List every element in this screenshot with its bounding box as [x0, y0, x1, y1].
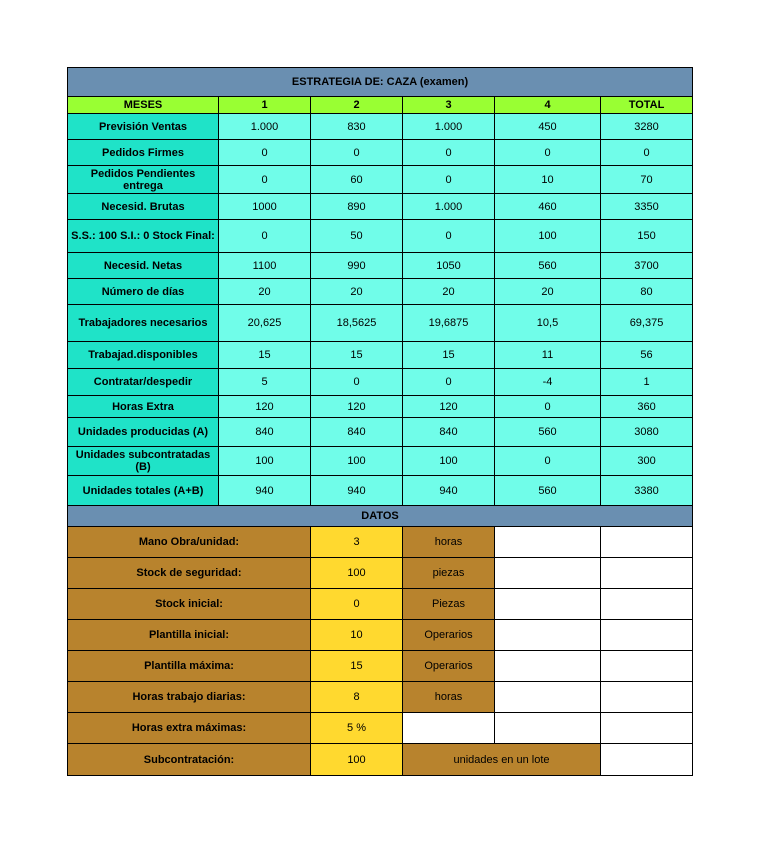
- row-value-4: 0: [495, 396, 601, 418]
- row-label: Número de días: [68, 279, 219, 305]
- blank-cell: [601, 527, 693, 558]
- row-value-5: 360: [601, 396, 693, 418]
- datos-value: 0: [311, 589, 403, 620]
- blank-cell: [495, 589, 601, 620]
- datos-unit: piezas: [403, 558, 495, 589]
- datos-unit: Piezas: [403, 589, 495, 620]
- blank-cell: [403, 713, 495, 744]
- row-value-2: 50: [311, 220, 403, 253]
- row-value-4: 20: [495, 279, 601, 305]
- row-value-5: 300: [601, 447, 693, 476]
- row-value-5: 150: [601, 220, 693, 253]
- row-value-1: 1100: [219, 253, 311, 279]
- datos-rows: [68, 527, 693, 776]
- datos-row: [68, 620, 693, 651]
- row-label: Pedidos Pendientes entrega: [68, 166, 219, 194]
- row-value-5: 3380: [601, 476, 693, 506]
- row-value-2: 60: [311, 166, 403, 194]
- table-row: [68, 447, 693, 476]
- blank-cell: [601, 713, 693, 744]
- row-value-4: 560: [495, 418, 601, 447]
- row-value-1: 0: [219, 166, 311, 194]
- row-value-4: 560: [495, 476, 601, 506]
- datos-row: [68, 558, 693, 589]
- row-value-4: 560: [495, 253, 601, 279]
- table-row: [68, 279, 693, 305]
- row-value-4: 460: [495, 194, 601, 220]
- row-label: Trabajad.disponibles: [68, 342, 219, 369]
- row-value-2: 940: [311, 476, 403, 506]
- row-value-4: 100: [495, 220, 601, 253]
- blank-cell: [601, 620, 693, 651]
- row-label: Contratar/despedir: [68, 369, 219, 396]
- blank-cell: [495, 682, 601, 713]
- datos-value: 15: [311, 651, 403, 682]
- row-value-2: 18,5625: [311, 305, 403, 342]
- header-row: [68, 97, 693, 114]
- row-label: Necesid. Netas: [68, 253, 219, 279]
- row-value-5: 3350: [601, 194, 693, 220]
- row-label: Previsión Ventas: [68, 114, 219, 140]
- row-value-4: 11: [495, 342, 601, 369]
- row-value-4: 0: [495, 140, 601, 166]
- row-value-4: 10,5: [495, 305, 601, 342]
- datos-row: [68, 527, 693, 558]
- row-value-1: 1000: [219, 194, 311, 220]
- blank-cell: [495, 713, 601, 744]
- row-value-2: 100: [311, 447, 403, 476]
- row-label: Unidades producidas (A): [68, 418, 219, 447]
- row-value-3: 0: [403, 220, 495, 253]
- table-row: [68, 140, 693, 166]
- datos-label: Mano Obra/unidad:: [68, 527, 311, 558]
- blank-cell: [601, 651, 693, 682]
- row-value-3: 1050: [403, 253, 495, 279]
- datos-value: 8: [311, 682, 403, 713]
- header-month-4: 4: [495, 97, 601, 114]
- table-row: [68, 369, 693, 396]
- row-value-2: 840: [311, 418, 403, 447]
- row-label: Trabajadores necesarios: [68, 305, 219, 342]
- row-value-3: 940: [403, 476, 495, 506]
- row-label: Pedidos Firmes: [68, 140, 219, 166]
- row-value-5: 3700: [601, 253, 693, 279]
- blank-cell: [495, 651, 601, 682]
- row-value-2: 0: [311, 369, 403, 396]
- table-row: [68, 220, 693, 253]
- blank-cell: [495, 620, 601, 651]
- row-label: Unidades totales (A+B): [68, 476, 219, 506]
- datos-value: 5 %: [311, 713, 403, 744]
- row-label: Unidades subcontratadas (B): [68, 447, 219, 476]
- row-value-3: 840: [403, 418, 495, 447]
- table-row: [68, 253, 693, 279]
- row-value-2: 20: [311, 279, 403, 305]
- row-value-5: 3080: [601, 418, 693, 447]
- row-label: Horas Extra: [68, 396, 219, 418]
- datos-row: [68, 682, 693, 713]
- blank-cell: [495, 558, 601, 589]
- row-value-3: 120: [403, 396, 495, 418]
- datos-row: [68, 713, 693, 744]
- row-value-1: 840: [219, 418, 311, 447]
- row-label: S.S.: 100 S.I.: 0 Stock Final:: [68, 220, 219, 253]
- row-value-1: 940: [219, 476, 311, 506]
- row-value-4: -4: [495, 369, 601, 396]
- table-row: [68, 342, 693, 369]
- row-value-2: 120: [311, 396, 403, 418]
- datos-label: Stock de seguridad:: [68, 558, 311, 589]
- row-value-2: 15: [311, 342, 403, 369]
- blank-cell: [601, 558, 693, 589]
- datos-label: Subcontratación:: [68, 744, 311, 776]
- row-value-2: 0: [311, 140, 403, 166]
- row-value-1: 20: [219, 279, 311, 305]
- datos-unit: Operarios: [403, 620, 495, 651]
- datos-row: [68, 744, 693, 776]
- blank-cell: [601, 744, 693, 776]
- row-value-3: 100: [403, 447, 495, 476]
- datos-value: 100: [311, 744, 403, 776]
- main-rows: [68, 114, 693, 506]
- strategy-sheet: [67, 67, 692, 776]
- blank-cell: [495, 527, 601, 558]
- row-value-5: 0: [601, 140, 693, 166]
- row-value-3: 0: [403, 140, 495, 166]
- row-value-5: 1: [601, 369, 693, 396]
- row-value-5: 56: [601, 342, 693, 369]
- row-value-1: 0: [219, 140, 311, 166]
- datos-unit: horas: [403, 682, 495, 713]
- table-row: [68, 396, 693, 418]
- row-label: Necesid. Brutas: [68, 194, 219, 220]
- table-row: [68, 476, 693, 506]
- row-value-1: 15: [219, 342, 311, 369]
- header-month-1: 1: [219, 97, 311, 114]
- datos-unit: Operarios: [403, 651, 495, 682]
- header-month-3: 3: [403, 97, 495, 114]
- table-row: [68, 166, 693, 194]
- row-value-1: 0: [219, 220, 311, 253]
- datos-label: Horas extra máximas:: [68, 713, 311, 744]
- table-row: [68, 305, 693, 342]
- table-row: [68, 194, 693, 220]
- datos-row: [68, 651, 693, 682]
- row-value-3: 0: [403, 166, 495, 194]
- row-value-5: 69,375: [601, 305, 693, 342]
- header-months: MESES: [68, 97, 219, 114]
- datos-unit: unidades en un lote: [403, 744, 601, 776]
- datos-label: Stock inicial:: [68, 589, 311, 620]
- row-value-4: 10: [495, 166, 601, 194]
- row-value-5: 70: [601, 166, 693, 194]
- row-value-5: 3280: [601, 114, 693, 140]
- datos-label: Plantilla inicial:: [68, 620, 311, 651]
- header-month-2: 2: [311, 97, 403, 114]
- row-value-3: 19,6875: [403, 305, 495, 342]
- row-value-1: 5: [219, 369, 311, 396]
- datos-value: 3: [311, 527, 403, 558]
- row-value-2: 990: [311, 253, 403, 279]
- datos-title: DATOS: [68, 506, 693, 527]
- row-value-1: 100: [219, 447, 311, 476]
- row-value-1: 20,625: [219, 305, 311, 342]
- row-value-1: 1.000: [219, 114, 311, 140]
- row-value-2: 890: [311, 194, 403, 220]
- row-value-5: 80: [601, 279, 693, 305]
- header-total: TOTAL: [601, 97, 693, 114]
- datos-unit: horas: [403, 527, 495, 558]
- datos-label: Plantilla máxima:: [68, 651, 311, 682]
- blank-cell: [601, 589, 693, 620]
- row-value-2: 830: [311, 114, 403, 140]
- table-row: [68, 418, 693, 447]
- table-title: ESTRATEGIA DE: CAZA (examen): [68, 68, 693, 97]
- datos-row: [68, 589, 693, 620]
- row-value-3: 1.000: [403, 114, 495, 140]
- datos-value: 100: [311, 558, 403, 589]
- row-value-1: 120: [219, 396, 311, 418]
- row-value-3: 1.000: [403, 194, 495, 220]
- table-row: [68, 114, 693, 140]
- datos-label: Horas trabajo diarias:: [68, 682, 311, 713]
- blank-cell: [601, 682, 693, 713]
- row-value-4: 450: [495, 114, 601, 140]
- row-value-4: 0: [495, 447, 601, 476]
- strategy-table: [67, 67, 693, 776]
- row-value-3: 15: [403, 342, 495, 369]
- row-value-3: 20: [403, 279, 495, 305]
- row-value-3: 0: [403, 369, 495, 396]
- datos-value: 10: [311, 620, 403, 651]
